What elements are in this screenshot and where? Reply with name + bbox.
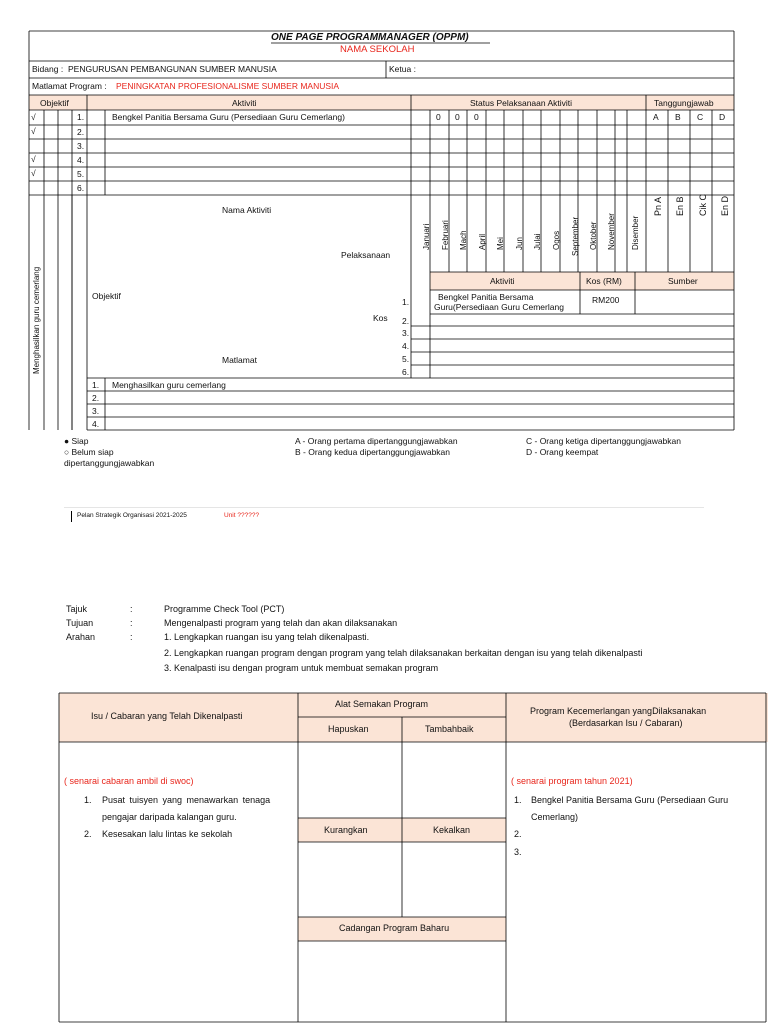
arahan-2: 2. Lengkapkan ruangan program dengan program yang telah dilaksanakan berkaitan dengan isu yang telah dikenalpasti xyxy=(164,648,643,658)
objektif-label: Objektif xyxy=(92,291,121,301)
month-label: Mach xyxy=(459,230,468,250)
isu-num: 1. xyxy=(84,795,92,805)
footer-rule xyxy=(64,507,704,508)
resp-col-b: B xyxy=(675,112,681,122)
hapuskan-header: Hapuskan xyxy=(328,724,369,734)
legend-a: A - Orang pertama dipertanggungjawabkan xyxy=(295,436,458,446)
pct-grid xyxy=(0,690,768,1024)
person-label: En B xyxy=(675,196,685,216)
cost-aktiviti-header: Aktiviti xyxy=(490,276,515,286)
legend-d: D - Orang keempat xyxy=(526,447,599,457)
month-label: September xyxy=(571,216,580,256)
bidang-label: Bidang : xyxy=(32,64,64,74)
row-num: 6. xyxy=(77,183,85,193)
program-1: Bengkel Panitia Bersama Guru (Persediaan Guru xyxy=(531,795,729,805)
month-label: Januari xyxy=(422,223,431,250)
arahan-3: 3. Kenalpasti isu dengan program untuk membuat semakan program xyxy=(164,663,439,673)
tanggung-header: Tanggungjawab xyxy=(654,98,714,108)
status-mark: 0 xyxy=(455,112,460,122)
month-label: Disember xyxy=(631,215,640,250)
row-num: 3. xyxy=(77,141,85,151)
legend-belum-cont: dipertanggungjawabkan xyxy=(64,458,155,468)
cost-num: 3. xyxy=(402,328,410,338)
month-label: Oktober xyxy=(589,221,598,250)
month-label: November xyxy=(607,213,616,250)
tick: √ xyxy=(31,112,36,122)
program-header: Program Kecemerlangan yangDilaksanakan xyxy=(530,706,707,716)
matlamat-label: Matlamat Program : xyxy=(32,81,107,91)
legend-siap: ● Siap xyxy=(64,436,89,446)
resp-col-d: D xyxy=(719,112,726,122)
cost-sumber-header: Sumber xyxy=(668,276,698,286)
matlamat-value: PENINGKATAN PROFESIONALISME SUMBER MANUSIA xyxy=(116,81,340,91)
kekalkan-header: Kekalkan xyxy=(433,825,471,835)
cost-kos-header: Kos (RM) xyxy=(586,276,622,286)
isu-note: ( senarai cabaran ambil di swoc) xyxy=(64,776,194,786)
resp-col-a: A xyxy=(653,112,659,122)
resp-col-c: C xyxy=(697,112,704,122)
ketua-label: Ketua : xyxy=(389,64,416,74)
kurangkan-header: Kurangkan xyxy=(324,825,368,835)
cost-num: 5. xyxy=(402,354,410,364)
row-num: 5. xyxy=(77,169,85,179)
isu-2: Kesesakan lalu lintas ke sekolah xyxy=(102,829,233,839)
tujuan-label: Tujuan xyxy=(66,618,94,628)
row-num: 1. xyxy=(77,112,85,122)
vertical-objective-label: Menghasilkan guru cemerlang xyxy=(32,266,41,374)
footer-unit: Unit ?????? xyxy=(224,512,260,519)
status-header: Status Pelaksanaan Aktiviti xyxy=(470,98,573,108)
alat-header: Alat Semakan Program xyxy=(335,699,429,709)
isu-1: Pusat tuisyen yang menawarkan tenaga xyxy=(102,795,271,805)
pelaksanaan-label: Pelaksanaan xyxy=(341,250,391,260)
school-name: NAMA SEKOLAH xyxy=(340,44,415,55)
cost-amount: RM200 xyxy=(592,295,620,305)
legend-belum: ○ Belum siap xyxy=(64,447,114,457)
program-header-sub: (Berdasarkan Isu / Cabaran) xyxy=(569,718,683,728)
legend-b: B - Orang kedua dipertanggungjawabkan xyxy=(295,447,450,457)
form-title: ONE PAGE PROGRAMMANAGER (OPPM) xyxy=(271,32,469,43)
person-label: Pn A xyxy=(653,196,663,216)
month-label: Mei xyxy=(496,237,505,250)
status-mark: 0 xyxy=(474,112,479,122)
program-1-cont: Cemerlang) xyxy=(531,812,579,822)
matlamat-num: 4. xyxy=(92,419,100,429)
arahan-label: Arahan xyxy=(66,632,96,642)
matlamat-num: 3. xyxy=(92,406,100,416)
month-label: April xyxy=(478,233,487,250)
aktiviti-header: Aktiviti xyxy=(232,98,257,108)
cadangan-header: Cadangan Program Baharu xyxy=(339,923,450,933)
month-label: Ogos xyxy=(552,230,561,250)
isu-num: 2. xyxy=(84,829,92,839)
footer-divider xyxy=(71,511,72,522)
matlamat-diagram-label: Matlamat xyxy=(222,355,257,365)
program-num: 2. xyxy=(514,829,522,839)
person-label: En D xyxy=(720,195,730,216)
kos-label: Kos xyxy=(373,313,388,323)
colon: : xyxy=(130,632,133,642)
program-note: ( senarai program tahun 2021) xyxy=(511,776,633,786)
tick: √ xyxy=(31,126,36,136)
program-num: 1. xyxy=(514,795,522,805)
isu-1-cont: pengajar daripada kalangan guru. xyxy=(102,812,237,822)
month-label: Jun xyxy=(515,237,524,250)
month-label: Februari xyxy=(441,220,450,250)
isu-header: Isu / Cabaran yang Telah Dikenalpasti xyxy=(91,711,243,721)
cost-activity: Bengkel Panitia Bersama xyxy=(438,292,534,302)
person-label: Cik C xyxy=(698,194,708,216)
cost-num: 1. xyxy=(402,297,410,307)
cost-num: 4. xyxy=(402,341,410,351)
status-mark: 0 xyxy=(436,112,441,122)
activity-name: Bengkel Panitia Bersama Guru (Persediaan Guru Cemerlang) xyxy=(112,112,345,122)
row-num: 2. xyxy=(77,127,85,137)
matlamat-text: Menghasilkan guru cemerlang xyxy=(112,380,226,390)
arahan-1: 1. Lengkapkan ruangan isu yang telah dikenalpasti. xyxy=(164,632,370,642)
objektif-header: Objektif xyxy=(40,98,69,108)
footer-text: Pelan Strategik Organisasi 2021-2025 xyxy=(77,512,187,519)
tick: √ xyxy=(31,168,36,178)
legend-c: C - Orang ketiga dipertanggungjawabkan xyxy=(526,436,681,446)
program-num: 3. xyxy=(514,847,522,857)
bidang-value: PENGURUSAN PEMBANGUNAN SUMBER MANUSIA xyxy=(68,64,277,74)
row-num: 4. xyxy=(77,155,85,165)
tick: √ xyxy=(31,154,36,164)
cost-num: 6. xyxy=(402,367,410,377)
cost-activity-cont: Guru(Persediaan Guru Cemerlang xyxy=(434,302,564,312)
tajuk-value: Programme Check Tool (PCT) xyxy=(164,604,285,614)
nama-aktiviti-label: Nama Aktiviti xyxy=(222,205,272,215)
tujuan-value: Mengenalpasti program yang telah dan akan dilaksanakan xyxy=(164,618,398,628)
colon: : xyxy=(130,604,133,614)
matlamat-num: 2. xyxy=(92,393,100,403)
tambahbaik-header: Tambahbaik xyxy=(425,724,474,734)
matlamat-num: 1. xyxy=(92,380,100,390)
cost-num: 2. xyxy=(402,316,410,326)
colon: : xyxy=(130,618,133,628)
tajuk-label: Tajuk xyxy=(66,604,88,614)
month-label: Julai xyxy=(533,233,542,250)
